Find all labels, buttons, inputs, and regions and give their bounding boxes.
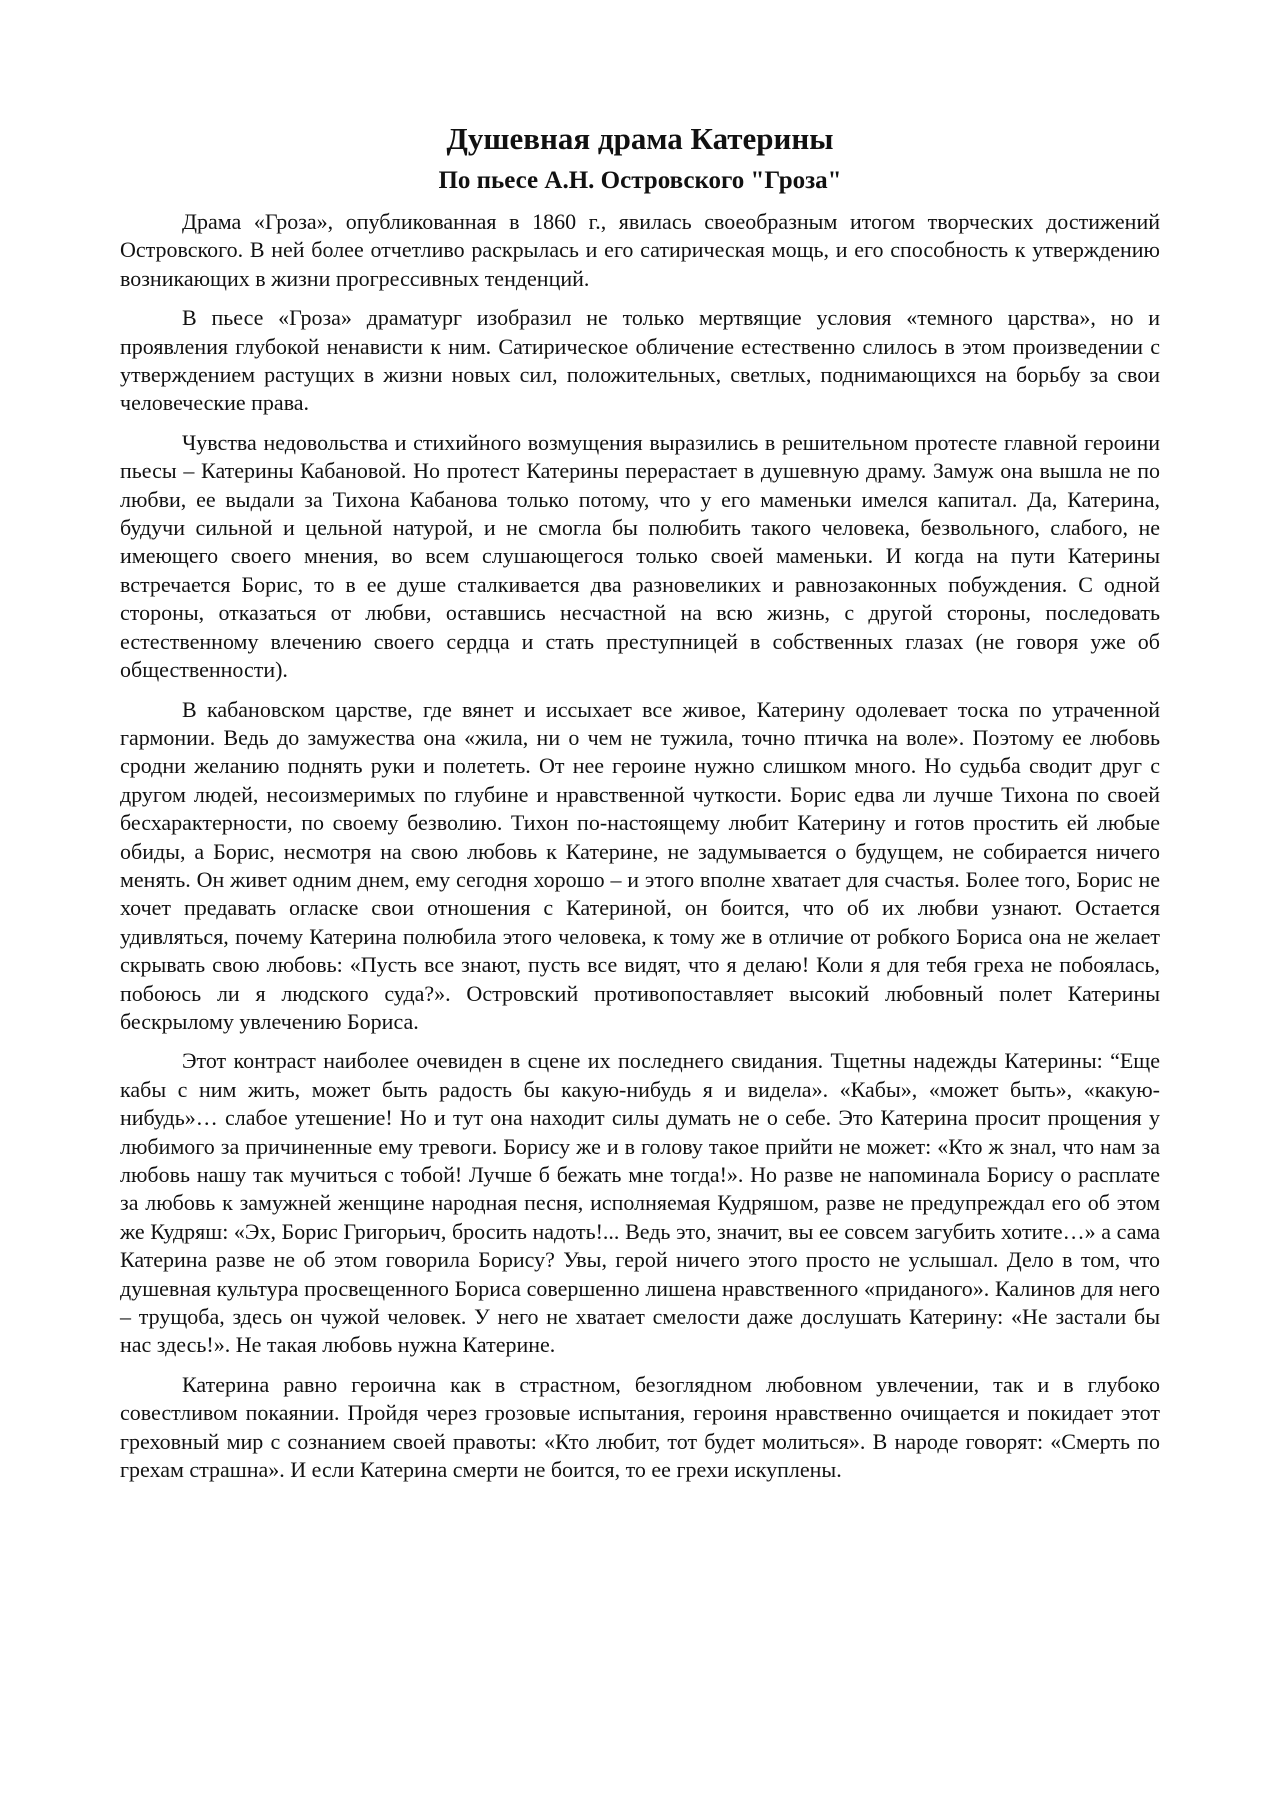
document-page xyxy=(120,118,1160,1495)
paragraph-4: В кабановском царстве, где вянет и иссыхает все живое, Катерину одолевает тоска по утраченной гармонии. Ведь до замужества она «жила, ни о чем не тужила, точно птичка на воле». Поэтому ее любовь сродни желанию поднять руки и полететь. От нее героине нужно слишком много. Но судьба сводит друг с другом людей, несоизмеримых по глубине и нравственной чуткости. Борис едва ли лучше Тихона по своей бесхарактерности, по своему безволию. Тихон по-настоящему любит Катерину и готов простить ей любые обиды, а Борис, несмотря на свою любовь к Катерине, не задумывается о будущем, не собирается ничего менять. Он живет одним днем, ему сегодня хорошо – и этого вполне хватает для счастья. Более того, Борис не хочет предавать огласке свои отношения с Катериной, он боится, что об их любви узнают. Остается удивляться, почему Катерина полюбила этого человека, к тому же в отличие от робкого Бориса она не желает скрывать свою любовь: «Пусть все знают, пусть все видят, что я делаю! Коли я для тебя греха не побоялась, побоюсь ли я людского суда?». Островский противопоставляет высокий любовный полет Катерины бескрылому увлечению Бориса. xyxy=(120,696,1160,1034)
paragraph-2: В пьесе «Гроза» драматург изобразил не только мертвящие условия «темного царства», но и проявления глубокой ненависти к ним. Сатирическое обличение естественно слилось в этом произведении с утверждением растущих в жизни новых сил, положительных, светлых, поднимающихся на борьбу за свои человеческие права. xyxy=(120,305,1160,416)
paragraph-1: Драма «Гроза», опубликованная в 1860 г., явилась своеобразным итогом творческих достижений Островского. В ней более отчетливо раскрылась и его сатирическая мощь, и его способность к утверждению возникающих в жизни прогрессивных тенденций. xyxy=(120,209,1160,291)
paragraph-6: Катерина равно героична как в страстном, безоглядном любовном увлечении, так и в глубоко совестливом покаянии. Пройдя через грозовые испытания, героиня нравственно очищается и покидает этот греховный мир с сознанием своей правоты: «Кто любит, тот будет молиться». В народе говорят: «Смерть по грехам страшна». И если Катерина смерти не боится, то ее грехи искуплены. xyxy=(120,1371,1160,1483)
document-title: Душевная драма Катерины xyxy=(446,121,834,156)
paragraph-3: Чувства недовольства и стихийного возмущения выразились в решительном протесте главной героини пьесы – Катерины Кабановой. Но протест Катерины перерастает в душевную драму. Замуж она вышла не по любви, ее выдали за Тихона Кабанова только потому, что у его маменьки имелся капитал. Да, Катерина, будучи сильной и цельной натурой, и не смогла бы полюбить такого человека, безвольного, слабого, не имеющего своего мнения, во всем слушающегося только своей маменьки. И когда на пути Катерины встречается Борис, то в ее душе сталкивается два разновеликих и равнозаконных побуждения. С одной стороны, отказаться от любви, оставшись несчастной на всю жизнь, с другой стороны, последовать естественному влечению своего сердца и стать преступницей в собственных глазах (не говоря уже об общественности). xyxy=(120,429,1160,683)
document-subtitle: По пьесе А.Н. Островского "Гроза" xyxy=(438,167,842,194)
paragraph-5: Этот контраст наиболее очевиден в сцене их последнего свидания. Тщетны надежды Катерины: “Еще кабы с ним жить, может быть радость бы какую-нибудь я и видела». «Кабы», «может быть», «какую-нибудь»… слабое утешение! Но и тут она находит силы думать не о себе. Это Катерина просит прощения у любимого за причиненные ему тревоги. Борису же и в голову такое прийти не может: «Кто ж знал, что нам за любовь нашу так мучиться с тобой! Лучше б бежать мне тогда!». Но разве не напоминала Борису о расплате за любовь к замужней женщине народная песня, исполняемая Кудряшом, разве не предупреждал его об этом же Кудряш: «Эх, Борис Григорьич, бросить надоть!... Ведь это, значит, вы ее совсем загубить хотите…» а сама Катерина разве не об этом говорила Борису? Увы, герой ничего этого просто не услышал. Дело в том, что душевная культура просвещенного Бориса совершенно лишена нравственного «приданого». Калинов для него – трущоба, здесь он чужой человек. У него не хватает смелости даже дослушать Катерину: «Не застали бы нас здесь!». Не такая любовь нужна Катерине. xyxy=(120,1048,1160,1358)
